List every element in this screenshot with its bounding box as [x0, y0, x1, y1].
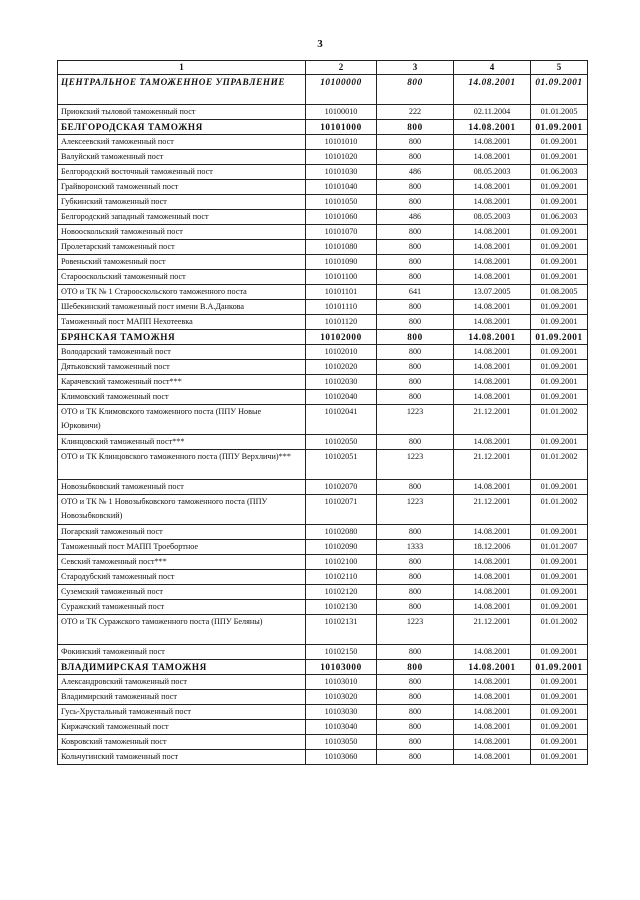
table-row — [58, 525, 588, 540]
cell-code: 10101040 — [306, 180, 377, 195]
cell-effective-date: 01.09.2001 — [531, 300, 588, 315]
cell-order-date: 14.08.2001 — [454, 690, 531, 705]
table-row — [58, 330, 588, 345]
cell-order-date: 21.12.2001 — [454, 450, 531, 480]
cell-effective-date: 01.09.2001 — [531, 570, 588, 585]
cell-order-date: 21.12.2001 — [454, 615, 531, 645]
cell-effective-date: 01.09.2001 — [531, 330, 588, 345]
cell-name: Клинцовский таможенный пост*** — [58, 435, 306, 450]
cell-order-date: 13.07.2005 — [454, 285, 531, 300]
cell-code: 10102131 — [306, 615, 377, 645]
cell-order-date: 14.08.2001 — [454, 750, 531, 765]
cell-name: Володарский таможенный пост — [58, 345, 306, 360]
cell-code: 10103010 — [306, 675, 377, 690]
table-row — [58, 240, 588, 255]
table-row — [58, 495, 588, 525]
cell-effective-date: 01.09.2001 — [531, 255, 588, 270]
cell-code: 10102000 — [306, 330, 377, 345]
cell-code: 10101100 — [306, 270, 377, 285]
cell-order-number: 800 — [377, 480, 454, 495]
cell-order-date: 21.12.2001 — [454, 405, 531, 435]
cell-name: Губкинский таможенный пост — [58, 195, 306, 210]
table-row — [58, 360, 588, 375]
cell-effective-date: 01.09.2001 — [531, 675, 588, 690]
cell-effective-date: 01.09.2001 — [531, 75, 588, 105]
table-row — [58, 615, 588, 645]
cell-order-number: 800 — [377, 690, 454, 705]
cell-effective-date: 01.09.2001 — [531, 660, 588, 675]
cell-name: Таможенный пост МАПП Нехотеевка — [58, 315, 306, 330]
cell-effective-date: 01.01.2002 — [531, 405, 588, 435]
cell-order-number: 800 — [377, 555, 454, 570]
table-row — [58, 660, 588, 675]
cell-name: Гусь-Хрустальный таможенный пост — [58, 705, 306, 720]
table-row — [58, 165, 588, 180]
table-row — [58, 480, 588, 495]
cell-order-number: 1223 — [377, 405, 454, 435]
cell-order-number: 800 — [377, 675, 454, 690]
cell-order-date: 18.12.2006 — [454, 540, 531, 555]
cell-name: Ковровский таможенный пост — [58, 735, 306, 750]
cell-order-number: 800 — [377, 735, 454, 750]
cell-effective-date: 01.09.2001 — [531, 525, 588, 540]
cell-effective-date: 01.01.2007 — [531, 540, 588, 555]
cell-order-number: 1223 — [377, 495, 454, 525]
cell-name: Погарский таможенный пост — [58, 525, 306, 540]
cell-order-date: 14.08.2001 — [454, 435, 531, 450]
cell-name: Пролетарский таможенный пост — [58, 240, 306, 255]
cell-code: 10102030 — [306, 375, 377, 390]
cell-order-date: 14.08.2001 — [454, 300, 531, 315]
cell-effective-date: 01.09.2001 — [531, 705, 588, 720]
cell-order-number: 800 — [377, 345, 454, 360]
cell-order-date: 14.08.2001 — [454, 570, 531, 585]
table-row — [58, 375, 588, 390]
cell-order-date: 14.08.2001 — [454, 390, 531, 405]
cell-name: ОТО и ТК Суражского таможенного поста (ППУ Беляны) — [58, 615, 306, 645]
cell-code: 10102041 — [306, 405, 377, 435]
cell-order-number: 800 — [377, 315, 454, 330]
cell-order-number: 800 — [377, 705, 454, 720]
cell-order-date: 14.08.2001 — [454, 120, 531, 135]
cell-order-date: 14.08.2001 — [454, 735, 531, 750]
table-row — [58, 195, 588, 210]
cell-order-date: 14.08.2001 — [454, 345, 531, 360]
cell-name: Суражский таможенный пост — [58, 600, 306, 615]
cell-order-number: 800 — [377, 135, 454, 150]
cell-effective-date: 01.09.2001 — [531, 600, 588, 615]
cell-effective-date: 01.09.2001 — [531, 345, 588, 360]
cell-code: 10102040 — [306, 390, 377, 405]
cell-code: 10101120 — [306, 315, 377, 330]
cell-effective-date: 01.01.2002 — [531, 450, 588, 480]
column-header: 2 — [306, 61, 377, 75]
table-row — [58, 570, 588, 585]
cell-order-number: 800 — [377, 360, 454, 375]
cell-code: 10103030 — [306, 705, 377, 720]
cell-name: Стародубский таможенный пост — [58, 570, 306, 585]
table-row — [58, 735, 588, 750]
cell-effective-date: 01.01.2002 — [531, 495, 588, 525]
column-header: 4 — [454, 61, 531, 75]
table-row — [58, 645, 588, 660]
cell-order-number: 800 — [377, 150, 454, 165]
table-row — [58, 75, 588, 105]
cell-order-date: 14.08.2001 — [454, 330, 531, 345]
table-row — [58, 390, 588, 405]
cell-code: 10102120 — [306, 585, 377, 600]
cell-effective-date: 01.09.2001 — [531, 435, 588, 450]
cell-name: Новозыбковский таможенный пост — [58, 480, 306, 495]
table-row — [58, 435, 588, 450]
cell-name: БЕЛГОРОДСКАЯ ТАМОЖНЯ — [58, 120, 306, 135]
cell-code: 10101050 — [306, 195, 377, 210]
cell-code: 10102080 — [306, 525, 377, 540]
cell-effective-date: 01.09.2001 — [531, 135, 588, 150]
cell-code: 10101030 — [306, 165, 377, 180]
cell-name: Киржачский таможенный пост — [58, 720, 306, 735]
cell-code: 10102050 — [306, 435, 377, 450]
cell-order-number: 486 — [377, 165, 454, 180]
table-row — [58, 450, 588, 480]
cell-name: ОТО и ТК № 1 Старооскольского таможенного поста — [58, 285, 306, 300]
cell-name: Грайворонский таможенный пост — [58, 180, 306, 195]
cell-effective-date: 01.01.2002 — [531, 615, 588, 645]
cell-order-date: 08.05.2003 — [454, 165, 531, 180]
cell-name: Новооскольский таможенный пост — [58, 225, 306, 240]
cell-name: Таможенный пост МАПП Троебортное — [58, 540, 306, 555]
cell-effective-date: 01.09.2001 — [531, 225, 588, 240]
table-row — [58, 315, 588, 330]
cell-order-number: 800 — [377, 270, 454, 285]
cell-name: Шебекинский таможенный пост имени В.А.Данкова — [58, 300, 306, 315]
cell-code: 10101010 — [306, 135, 377, 150]
cell-order-date: 14.08.2001 — [454, 705, 531, 720]
column-header: 1 — [58, 61, 306, 75]
cell-order-number: 800 — [377, 525, 454, 540]
table-row — [58, 720, 588, 735]
cell-code: 10103060 — [306, 750, 377, 765]
cell-order-number: 800 — [377, 645, 454, 660]
column-number-row — [58, 61, 588, 75]
cell-effective-date: 01.09.2001 — [531, 390, 588, 405]
cell-name: Старооскольский таможенный пост — [58, 270, 306, 285]
cell-code: 10102110 — [306, 570, 377, 585]
cell-code: 10103000 — [306, 660, 377, 675]
cell-effective-date: 01.09.2001 — [531, 360, 588, 375]
cell-effective-date: 01.09.2001 — [531, 480, 588, 495]
cell-code: 10103020 — [306, 690, 377, 705]
table-row — [58, 300, 588, 315]
table-row — [58, 705, 588, 720]
cell-effective-date: 01.09.2001 — [531, 585, 588, 600]
cell-order-number: 800 — [377, 225, 454, 240]
cell-order-number: 486 — [377, 210, 454, 225]
cell-name: Климовский таможенный пост — [58, 390, 306, 405]
cell-effective-date: 01.09.2001 — [531, 120, 588, 135]
cell-order-number: 1223 — [377, 450, 454, 480]
cell-effective-date: 01.08.2005 — [531, 285, 588, 300]
cell-order-number: 800 — [377, 585, 454, 600]
cell-order-date: 14.08.2001 — [454, 360, 531, 375]
cell-order-number: 800 — [377, 750, 454, 765]
cell-order-number: 800 — [377, 600, 454, 615]
customs-posts-table — [57, 60, 588, 765]
cell-name: Фокинский таможенный пост — [58, 645, 306, 660]
cell-order-number: 800 — [377, 435, 454, 450]
cell-order-date: 14.08.2001 — [454, 525, 531, 540]
cell-effective-date: 01.09.2001 — [531, 555, 588, 570]
cell-effective-date: 01.09.2001 — [531, 645, 588, 660]
cell-name: ОТО и ТК Клинцовского таможенного поста (ППУ Верхличи)*** — [58, 450, 306, 480]
cell-effective-date: 01.09.2001 — [531, 240, 588, 255]
cell-order-number: 800 — [377, 120, 454, 135]
table-row — [58, 750, 588, 765]
cell-order-number: 800 — [377, 75, 454, 105]
table-row — [58, 285, 588, 300]
cell-name: Александровский таможенный пост — [58, 675, 306, 690]
table-row — [58, 120, 588, 135]
cell-order-date: 14.08.2001 — [454, 660, 531, 675]
cell-code: 10102051 — [306, 450, 377, 480]
cell-order-number: 800 — [377, 390, 454, 405]
cell-order-number: 800 — [377, 660, 454, 675]
cell-code: 10102010 — [306, 345, 377, 360]
cell-code: 10102100 — [306, 555, 377, 570]
cell-code: 10100010 — [306, 105, 377, 120]
cell-effective-date: 01.09.2001 — [531, 315, 588, 330]
cell-order-date: 14.08.2001 — [454, 195, 531, 210]
cell-effective-date: 01.09.2001 — [531, 690, 588, 705]
table-row — [58, 600, 588, 615]
cell-effective-date: 01.09.2001 — [531, 720, 588, 735]
cell-order-date: 14.08.2001 — [454, 270, 531, 285]
cell-effective-date: 01.09.2001 — [531, 195, 588, 210]
cell-order-number: 800 — [377, 180, 454, 195]
cell-order-date: 14.08.2001 — [454, 600, 531, 615]
cell-order-number: 1223 — [377, 615, 454, 645]
cell-effective-date: 01.09.2001 — [531, 750, 588, 765]
cell-order-date: 14.08.2001 — [454, 225, 531, 240]
table-body — [58, 75, 588, 765]
table-row — [58, 585, 588, 600]
cell-order-number: 800 — [377, 570, 454, 585]
cell-order-date: 14.08.2001 — [454, 645, 531, 660]
cell-order-date: 14.08.2001 — [454, 315, 531, 330]
cell-order-number: 800 — [377, 240, 454, 255]
cell-order-date: 14.08.2001 — [454, 255, 531, 270]
cell-order-date: 08.05.2003 — [454, 210, 531, 225]
column-header: 3 — [377, 61, 454, 75]
cell-code: 10101020 — [306, 150, 377, 165]
cell-code: 10103050 — [306, 735, 377, 750]
table-row — [58, 225, 588, 240]
cell-effective-date: 01.09.2001 — [531, 270, 588, 285]
column-header: 5 — [531, 61, 588, 75]
cell-order-date: 14.08.2001 — [454, 150, 531, 165]
cell-code: 10101060 — [306, 210, 377, 225]
cell-order-date: 14.08.2001 — [454, 555, 531, 570]
cell-order-number: 222 — [377, 105, 454, 120]
cell-effective-date: 01.09.2001 — [531, 735, 588, 750]
cell-name: ОТО и ТК Климовского таможенного поста (ППУ Новые Юрковичи) — [58, 405, 306, 435]
table-row — [58, 210, 588, 225]
cell-order-date: 14.08.2001 — [454, 75, 531, 105]
page-number: 3 — [317, 38, 323, 50]
cell-effective-date: 01.06.2003 — [531, 210, 588, 225]
cell-name: Карачевский таможенный пост*** — [58, 375, 306, 390]
cell-effective-date: 01.06.2003 — [531, 165, 588, 180]
cell-effective-date: 01.09.2001 — [531, 180, 588, 195]
cell-code: 10101080 — [306, 240, 377, 255]
cell-name: Суземский таможенный пост — [58, 585, 306, 600]
cell-effective-date: 01.09.2001 — [531, 375, 588, 390]
cell-name: Ровеньский таможенный пост — [58, 255, 306, 270]
cell-order-date: 14.08.2001 — [454, 480, 531, 495]
table-row — [58, 690, 588, 705]
cell-code: 10101090 — [306, 255, 377, 270]
cell-name: Владимирский таможенный пост — [58, 690, 306, 705]
cell-effective-date: 01.01.2005 — [531, 105, 588, 120]
cell-code: 10101110 — [306, 300, 377, 315]
table-row — [58, 345, 588, 360]
cell-effective-date: 01.09.2001 — [531, 150, 588, 165]
cell-order-number: 800 — [377, 720, 454, 735]
cell-code: 10100000 — [306, 75, 377, 105]
table-row — [58, 270, 588, 285]
cell-name: Приокский тыловой таможенный пост — [58, 105, 306, 120]
cell-order-date: 02.11.2004 — [454, 105, 531, 120]
cell-order-date: 21.12.2001 — [454, 495, 531, 525]
cell-code: 10101070 — [306, 225, 377, 240]
cell-name: Дятьковский таможенный пост — [58, 360, 306, 375]
cell-name: ЦЕНТРАЛЬНОЕ ТАМОЖЕННОЕ УПРАВЛЕНИЕ — [58, 75, 306, 105]
cell-order-date: 14.08.2001 — [454, 585, 531, 600]
cell-code: 10102020 — [306, 360, 377, 375]
table-row — [58, 135, 588, 150]
cell-order-number: 800 — [377, 375, 454, 390]
cell-name: ВЛАДИМИРСКАЯ ТАМОЖНЯ — [58, 660, 306, 675]
cell-name: БРЯНСКАЯ ТАМОЖНЯ — [58, 330, 306, 345]
table-row — [58, 180, 588, 195]
cell-code: 10102150 — [306, 645, 377, 660]
table-row — [58, 675, 588, 690]
cell-order-date: 14.08.2001 — [454, 720, 531, 735]
table-row — [58, 405, 588, 435]
cell-order-date: 14.08.2001 — [454, 180, 531, 195]
cell-name: Белгородский восточный таможенный пост — [58, 165, 306, 180]
table-row — [58, 105, 588, 120]
table-row — [58, 255, 588, 270]
cell-code: 10101000 — [306, 120, 377, 135]
cell-order-number: 800 — [377, 330, 454, 345]
cell-name: ОТО и ТК № 1 Новозыбковского таможенного поста (ППУ Новозыбковский) — [58, 495, 306, 525]
cell-order-date: 14.08.2001 — [454, 240, 531, 255]
cell-order-number: 800 — [377, 195, 454, 210]
cell-name: Алексеевский таможенный пост — [58, 135, 306, 150]
cell-code: 10102070 — [306, 480, 377, 495]
cell-order-number: 641 — [377, 285, 454, 300]
cell-order-number: 800 — [377, 255, 454, 270]
cell-order-date: 14.08.2001 — [454, 375, 531, 390]
cell-name: Валуйский таможенный пост — [58, 150, 306, 165]
cell-order-number: 1333 — [377, 540, 454, 555]
table-row — [58, 540, 588, 555]
cell-name: Севский таможенный пост*** — [58, 555, 306, 570]
cell-order-date: 14.08.2001 — [454, 675, 531, 690]
cell-code: 10103040 — [306, 720, 377, 735]
cell-name: Кольчугинский таможенный пост — [58, 750, 306, 765]
cell-order-number: 800 — [377, 300, 454, 315]
table-row — [58, 150, 588, 165]
cell-code: 10102071 — [306, 495, 377, 525]
cell-code: 10102130 — [306, 600, 377, 615]
cell-code: 10102090 — [306, 540, 377, 555]
cell-order-date: 14.08.2001 — [454, 135, 531, 150]
table-row — [58, 555, 588, 570]
cell-code: 10101101 — [306, 285, 377, 300]
cell-name: Белгородский западный таможенный пост — [58, 210, 306, 225]
